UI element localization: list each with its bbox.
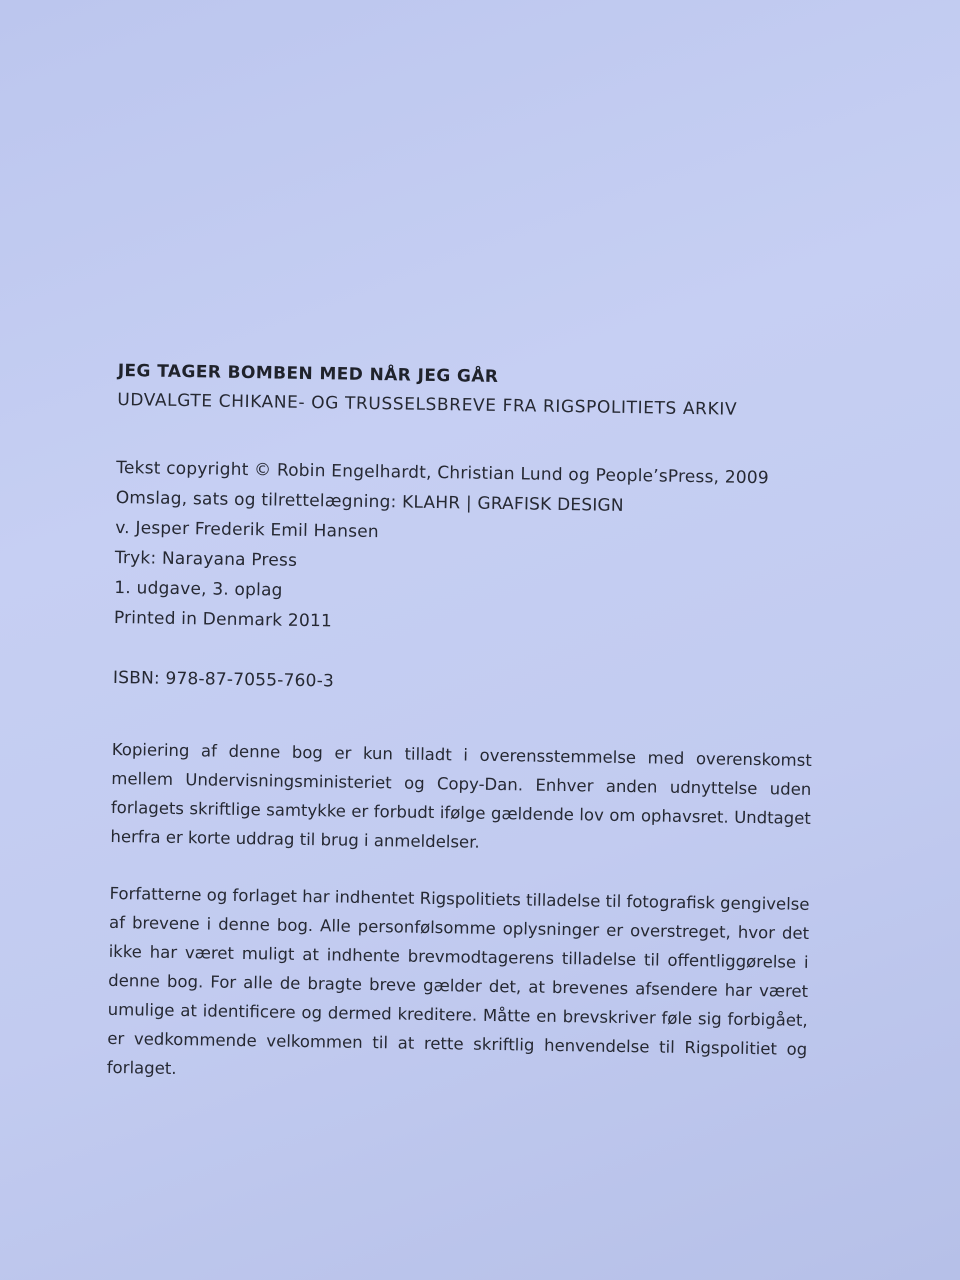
credits-block <box>114 453 817 644</box>
book-subtitle: UDVALGTE CHIKANE- OG TRUSSELSBREVE FRA RIGSPOLITIETS ARKIV <box>117 389 738 420</box>
design-line: Omslag, sats og tilrettelægning: KLAHR | GRAFISK DESIGN <box>115 487 624 516</box>
permissions-paragraph: Forfatterne og forlaget har indhentet Rigspolitiets tilladelse til fotografisk gengivelse af brevene i denne bog. Alle personfølsomme oplysninger er overstreget, hvor det ikke har været muligt at indhente brevmodtagerens tilladelse til offentliggørelse i denne bog. For alle de bragte breve gælder det, at brevenes afsendere har været umulige at identificere og dermed kreditere. Måtte en brevskriver føle sig forbigået, er vedkommende velkommen til at rette skriftlig henvendelse til Rigspolitiet og forlaget. <box>106 883 810 1079</box>
printed-in-line: Printed in Denmark 2011 <box>113 607 333 632</box>
designer-line: v. Jesper Frederik Emil Hansen <box>115 517 380 543</box>
printer-line: Tryk: Narayana Press <box>114 547 298 571</box>
copyright-line: Tekst copyright © Robin Engelhardt, Christian Lund og People’sPress, 2009 <box>116 457 770 489</box>
edition-line: 1. udgave, 3. oplag <box>114 577 283 601</box>
isbn-line: ISBN: 978-87-7055-760-3 <box>112 667 335 692</box>
copying-notice-paragraph: Kopiering af denne bog er kun tilladt i overensstemmelse med overenskomst mellem Undervisningsministeriet og Copy-Dan. Enhver anden udnyttelse uden forlagets skriftlige samtykke er forbudt ifølge gældende lov om ophavsret. Undtaget herfra er korte uddrag til brug i anmeldelser. <box>110 739 812 852</box>
book-title: JEG TAGER BOMBEN MED NÅR JEG GÅR <box>117 360 499 387</box>
colophon-page <box>107 357 818 1093</box>
